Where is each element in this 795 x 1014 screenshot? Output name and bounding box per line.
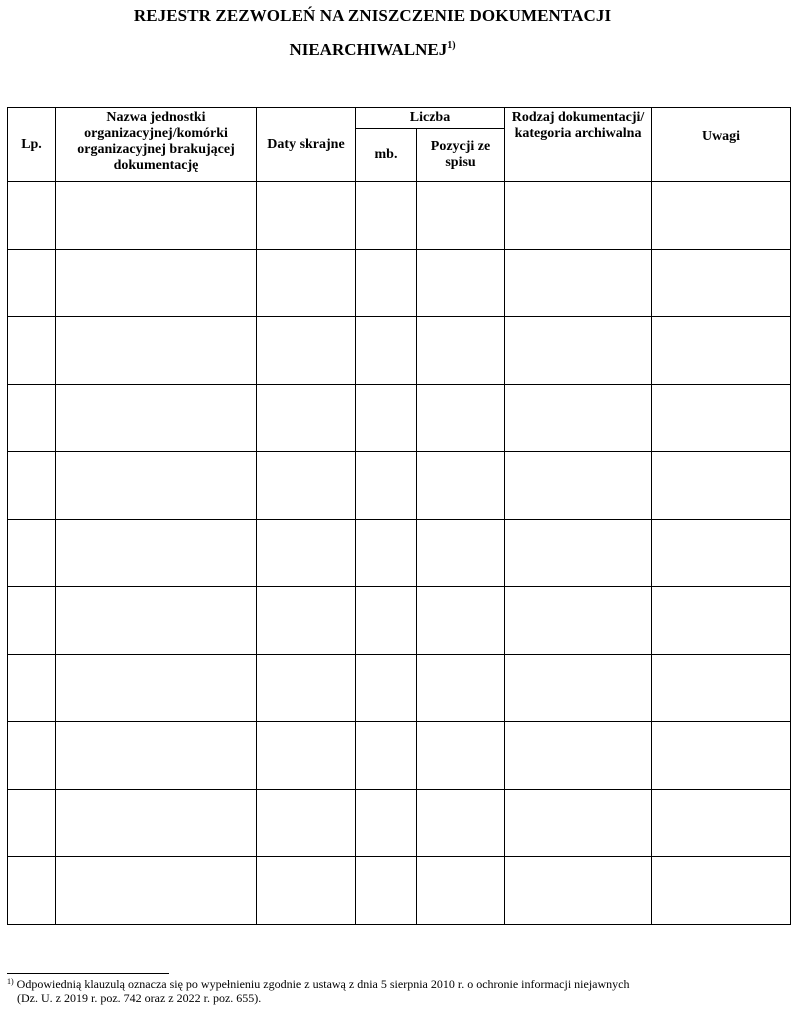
cell-uwagi[interactable] bbox=[652, 384, 791, 452]
footnote-reference: 1) bbox=[447, 40, 456, 51]
header-pozycji-ze-spisu: Pozycji ze spisu bbox=[417, 129, 505, 182]
table-row bbox=[8, 384, 791, 452]
cell-daty[interactable] bbox=[257, 182, 356, 250]
cell-pozycji[interactable] bbox=[417, 249, 505, 317]
cell-rodzaj[interactable] bbox=[505, 452, 652, 520]
cell-mb[interactable] bbox=[356, 857, 417, 925]
cell-rodzaj[interactable] bbox=[505, 249, 652, 317]
cell-uwagi[interactable] bbox=[652, 317, 791, 385]
cell-rodzaj[interactable] bbox=[505, 182, 652, 250]
cell-rodzaj[interactable] bbox=[505, 317, 652, 385]
table-row bbox=[8, 519, 791, 587]
cell-mb[interactable] bbox=[356, 654, 417, 722]
table-row bbox=[8, 587, 791, 655]
header-mb: mb. bbox=[356, 129, 417, 182]
cell-uwagi[interactable] bbox=[652, 722, 791, 790]
cell-daty[interactable] bbox=[257, 384, 356, 452]
cell-mb[interactable] bbox=[356, 452, 417, 520]
cell-pozycji[interactable] bbox=[417, 384, 505, 452]
cell-daty[interactable] bbox=[257, 587, 356, 655]
header-lp: Lp. bbox=[8, 108, 56, 182]
cell-rodzaj[interactable] bbox=[505, 519, 652, 587]
cell-nazwa[interactable] bbox=[56, 249, 257, 317]
document-title-line2-text: NIEARCHIWALNEJ bbox=[289, 40, 448, 59]
header-uwagi: Uwagi bbox=[652, 108, 791, 182]
cell-daty[interactable] bbox=[257, 249, 356, 317]
cell-daty[interactable] bbox=[257, 317, 356, 385]
cell-lp[interactable] bbox=[8, 519, 56, 587]
cell-nazwa[interactable] bbox=[56, 182, 257, 250]
cell-pozycji[interactable] bbox=[417, 452, 505, 520]
cell-pozycji[interactable] bbox=[417, 789, 505, 857]
cell-lp[interactable] bbox=[8, 317, 56, 385]
register-table bbox=[7, 107, 791, 925]
cell-nazwa[interactable] bbox=[56, 452, 257, 520]
cell-uwagi[interactable] bbox=[652, 857, 791, 925]
cell-pozycji[interactable] bbox=[417, 857, 505, 925]
cell-pozycji[interactable] bbox=[417, 519, 505, 587]
cell-nazwa[interactable] bbox=[56, 384, 257, 452]
cell-daty[interactable] bbox=[257, 722, 356, 790]
footnote-separator bbox=[7, 973, 169, 974]
table-row bbox=[8, 722, 791, 790]
cell-lp[interactable] bbox=[8, 857, 56, 925]
register-table-body bbox=[8, 182, 791, 925]
cell-nazwa[interactable] bbox=[56, 519, 257, 587]
document-title-line2 bbox=[0, 40, 745, 60]
table-row bbox=[8, 249, 791, 317]
cell-mb[interactable] bbox=[356, 587, 417, 655]
cell-mb[interactable] bbox=[356, 519, 417, 587]
cell-nazwa[interactable] bbox=[56, 654, 257, 722]
header-liczba: Liczba bbox=[356, 108, 505, 129]
cell-daty[interactable] bbox=[257, 452, 356, 520]
cell-uwagi[interactable] bbox=[652, 519, 791, 587]
cell-nazwa[interactable] bbox=[56, 722, 257, 790]
cell-lp[interactable] bbox=[8, 722, 56, 790]
table-row bbox=[8, 452, 791, 520]
cell-lp[interactable] bbox=[8, 789, 56, 857]
header-nazwa-jednostki: Nazwa jednostki organizacyjnej/komórki organizacyjnej brakującej dokumentację bbox=[56, 108, 257, 182]
cell-rodzaj[interactable] bbox=[505, 384, 652, 452]
header-daty-skrajne: Daty skrajne bbox=[257, 108, 356, 182]
cell-lp[interactable] bbox=[8, 452, 56, 520]
cell-nazwa[interactable] bbox=[56, 857, 257, 925]
cell-uwagi[interactable] bbox=[652, 654, 791, 722]
cell-mb[interactable] bbox=[356, 249, 417, 317]
cell-lp[interactable] bbox=[8, 384, 56, 452]
cell-uwagi[interactable] bbox=[652, 452, 791, 520]
cell-lp[interactable] bbox=[8, 249, 56, 317]
cell-daty[interactable] bbox=[257, 654, 356, 722]
cell-rodzaj[interactable] bbox=[505, 654, 652, 722]
cell-nazwa[interactable] bbox=[56, 789, 257, 857]
cell-rodzaj[interactable] bbox=[505, 789, 652, 857]
cell-mb[interactable] bbox=[356, 789, 417, 857]
cell-pozycji[interactable] bbox=[417, 182, 505, 250]
cell-rodzaj[interactable] bbox=[505, 587, 652, 655]
cell-pozycji[interactable] bbox=[417, 722, 505, 790]
table-row bbox=[8, 317, 791, 385]
footnote-text-line2: (Dz. U. z 2019 r. poz. 742 oraz z 2022 r. poz. 655). bbox=[17, 991, 262, 1005]
cell-pozycji[interactable] bbox=[417, 587, 505, 655]
cell-uwagi[interactable] bbox=[652, 249, 791, 317]
table-row bbox=[8, 789, 791, 857]
cell-nazwa[interactable] bbox=[56, 317, 257, 385]
table-row bbox=[8, 182, 791, 250]
footnote-marker: 1) bbox=[7, 977, 14, 986]
cell-mb[interactable] bbox=[356, 182, 417, 250]
cell-rodzaj[interactable] bbox=[505, 722, 652, 790]
footnote bbox=[7, 975, 738, 1005]
table-row bbox=[8, 654, 791, 722]
table-row bbox=[8, 857, 791, 925]
cell-lp[interactable] bbox=[8, 587, 56, 655]
cell-nazwa[interactable] bbox=[56, 587, 257, 655]
footnote-text-line1: Odpowiednią klauzulą oznacza się po wypełnieniu zgodnie z ustawą z dnia 5 sierpnia 2010 r. o ochronie informacji niejawnych bbox=[16, 977, 630, 991]
cell-pozycji[interactable] bbox=[417, 654, 505, 722]
cell-daty[interactable] bbox=[257, 789, 356, 857]
cell-pozycji[interactable] bbox=[417, 317, 505, 385]
document-title-line1: REJESTR ZEZWOLEŃ NA ZNISZCZENIE DOKUMENTACJI bbox=[133, 6, 612, 25]
cell-mb[interactable] bbox=[356, 384, 417, 452]
cell-lp[interactable] bbox=[8, 654, 56, 722]
cell-mb[interactable] bbox=[356, 317, 417, 385]
cell-uwagi[interactable] bbox=[652, 587, 791, 655]
cell-lp[interactable] bbox=[8, 182, 56, 250]
header-rodzaj-dokumentacji: Rodzaj dokumentacji/ kategoria archiwalna bbox=[505, 108, 652, 182]
cell-uwagi[interactable] bbox=[652, 182, 791, 250]
cell-rodzaj[interactable] bbox=[505, 857, 652, 925]
cell-mb[interactable] bbox=[356, 722, 417, 790]
cell-daty[interactable] bbox=[257, 857, 356, 925]
cell-daty[interactable] bbox=[257, 519, 356, 587]
cell-uwagi[interactable] bbox=[652, 789, 791, 857]
